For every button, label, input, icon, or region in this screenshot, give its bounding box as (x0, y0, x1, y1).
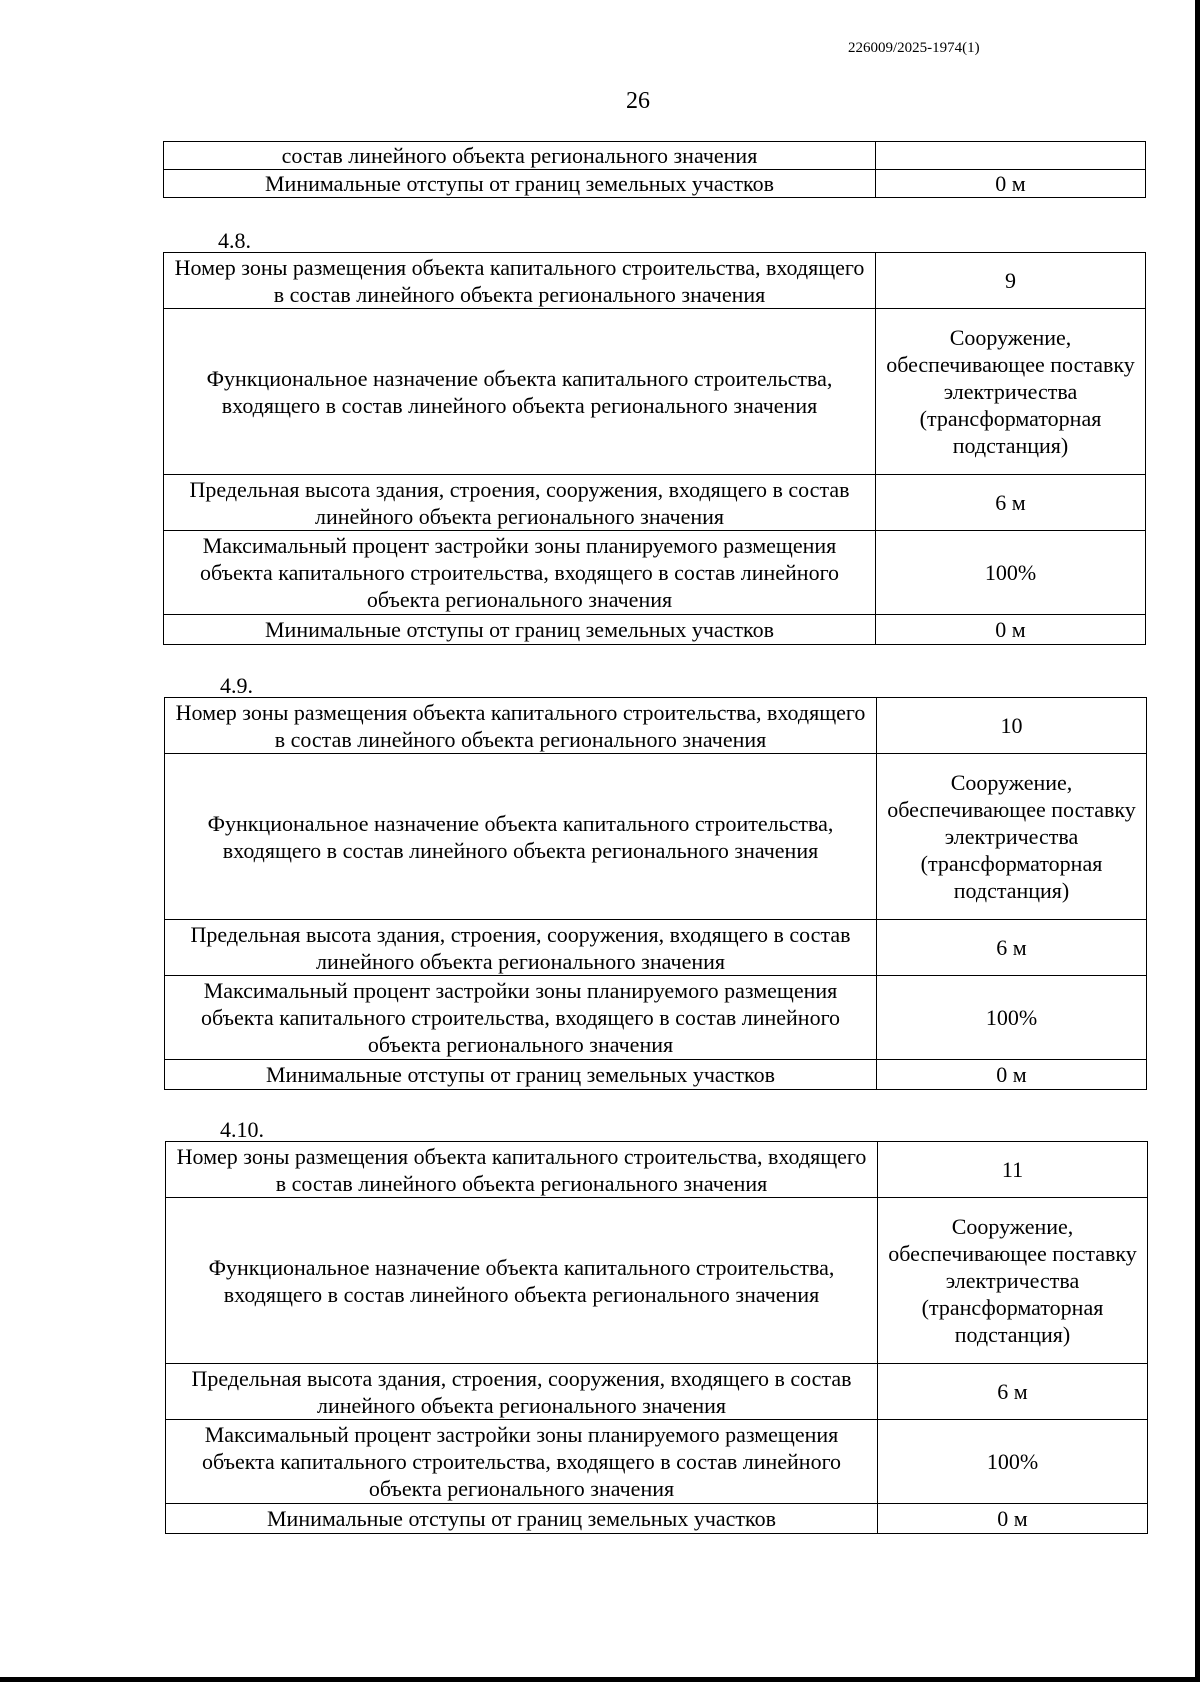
table-row (166, 1420, 1148, 1504)
row-label: Минимальные отступы от границ земельных участков (165, 1060, 877, 1090)
row-value: 9 (876, 253, 1146, 309)
row-value: 0 м (878, 1504, 1148, 1534)
continued-table (163, 141, 1146, 198)
row-value: 6 м (876, 475, 1146, 531)
row-label: Номер зоны размещения объекта капитального строительства, входящего в состав линейного объекта регионального значения (164, 253, 876, 309)
table-row (165, 754, 1147, 920)
table-row (165, 976, 1147, 1060)
section-table-4-10 (165, 1141, 1148, 1534)
table-row (165, 920, 1147, 976)
table-row (164, 170, 1146, 198)
section-table-4-8 (163, 252, 1146, 645)
row-value: 6 м (878, 1364, 1148, 1420)
table-row (165, 1060, 1147, 1090)
table-row (166, 1364, 1148, 1420)
section-label-4-9: 4.9. (220, 673, 253, 698)
section-label-4-10: 4.10. (220, 1117, 264, 1142)
section-table-4-9 (164, 697, 1147, 1090)
table-row (166, 1142, 1148, 1198)
row-value: Сооружение, обеспечивающее поставку электричества (трансформаторная подстанция) (876, 309, 1146, 475)
table-row (166, 1504, 1148, 1534)
scan-border-bottom (0, 1677, 1200, 1682)
document-number: 226009/2025-1974(1) (848, 40, 980, 56)
table-row (164, 253, 1146, 309)
row-label: Минимальные отступы от границ земельных участков (164, 170, 876, 198)
page-number: 26 (626, 88, 650, 114)
row-value: 100% (876, 531, 1146, 615)
table-row (164, 309, 1146, 475)
row-value: Сооружение, обеспечивающее поставку электричества (трансформаторная подстанция) (877, 754, 1147, 920)
row-value: 0 м (876, 170, 1146, 198)
row-label: Функциональное назначение объекта капитального строительства, входящего в состав линейного объекта регионального значения (166, 1198, 878, 1364)
table-row (164, 615, 1146, 645)
row-label: состав линейного объекта регионального значения (164, 142, 876, 170)
row-value: Сооружение, обеспечивающее поставку электричества (трансформаторная подстанция) (878, 1198, 1148, 1364)
row-label: Максимальный процент застройки зоны планируемого размещения объекта капитального строительства, входящего в состав линейного объекта регионального значения (164, 531, 876, 615)
row-label: Функциональное назначение объекта капитального строительства, входящего в состав линейного объекта регионального значения (165, 754, 877, 920)
row-label: Предельная высота здания, строения, сооружения, входящего в состав линейного объекта регионального значения (165, 920, 877, 976)
row-value: 11 (878, 1142, 1148, 1198)
row-value: 0 м (876, 615, 1146, 645)
table-row (164, 475, 1146, 531)
row-label: Минимальные отступы от границ земельных участков (166, 1504, 878, 1534)
row-label: Максимальный процент застройки зоны планируемого размещения объекта капитального строительства, входящего в состав линейного объекта регионального значения (166, 1420, 878, 1504)
row-value (876, 142, 1146, 170)
row-value: 100% (877, 976, 1147, 1060)
row-value: 6 м (877, 920, 1147, 976)
table-row (165, 698, 1147, 754)
table-row (164, 142, 1146, 170)
row-value: 100% (878, 1420, 1148, 1504)
row-value: 10 (877, 698, 1147, 754)
scan-border-right (1195, 0, 1200, 1682)
row-label: Номер зоны размещения объекта капитального строительства, входящего в состав линейного объекта регионального значения (165, 698, 877, 754)
table-row (166, 1198, 1148, 1364)
row-value: 0 м (877, 1060, 1147, 1090)
row-label: Предельная высота здания, строения, сооружения, входящего в состав линейного объекта регионального значения (166, 1364, 878, 1420)
row-label: Функциональное назначение объекта капитального строительства, входящего в состав линейного объекта регионального значения (164, 309, 876, 475)
table-row (164, 531, 1146, 615)
section-label-4-8: 4.8. (218, 228, 251, 253)
row-label: Номер зоны размещения объекта капитального строительства, входящего в состав линейного объекта регионального значения (166, 1142, 878, 1198)
row-label: Максимальный процент застройки зоны планируемого размещения объекта капитального строительства, входящего в состав линейного объекта регионального значения (165, 976, 877, 1060)
row-label: Минимальные отступы от границ земельных участков (164, 615, 876, 645)
row-label: Предельная высота здания, строения, сооружения, входящего в состав линейного объекта регионального значения (164, 475, 876, 531)
